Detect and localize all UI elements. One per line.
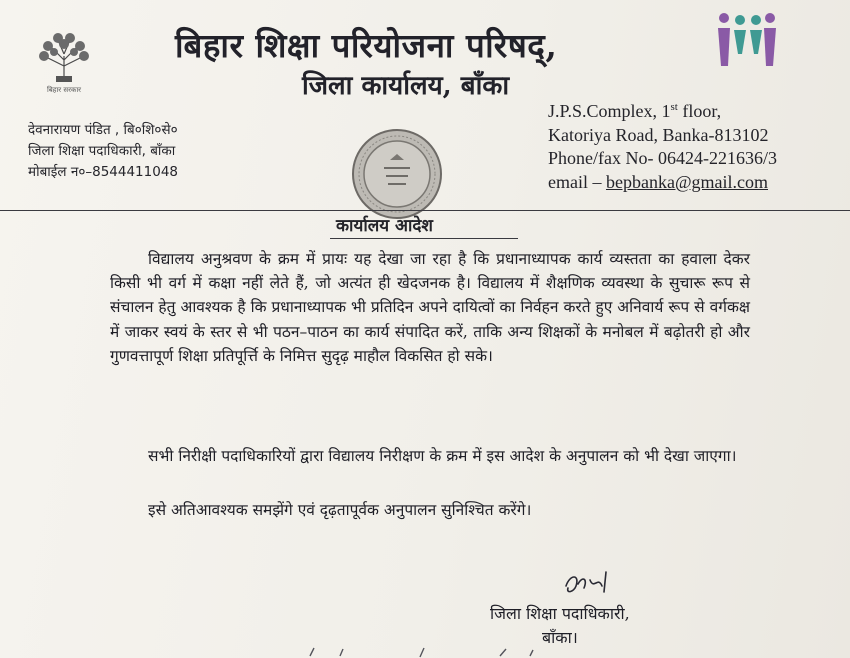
email-line: email – bepbanka@gmail.com	[548, 171, 769, 192]
signatory-block	[490, 602, 630, 650]
bihar-tree-logo-icon	[18, 26, 110, 96]
address-line-1: J.P.S.Complex, 1st floor,	[548, 101, 722, 121]
phone-line: Phone/fax No- 06424-221636/3	[548, 148, 777, 168]
order-heading: कार्यालय आदेश	[336, 216, 433, 236]
signatory-place: बाँका।	[542, 628, 578, 647]
people-logo-icon	[712, 10, 780, 72]
header-divider	[0, 210, 850, 211]
org-title: बिहार शिक्षा परियोजना परिषद्,	[175, 26, 558, 65]
order-paragraph-2: सभी निरीक्षी पदाधिकारियों द्वारा विद्यालय निरीक्षण के क्रम में इस आदेश के अनुपालन को भी देखा जाएगा।	[148, 447, 737, 465]
handwritten-signature	[560, 566, 630, 602]
address-line-2: Katoriya Road, Banka-813102	[548, 124, 769, 145]
signatory-designation: जिला शिक्षा पदाधिकारी,	[490, 604, 630, 623]
bottom-ink-marks	[300, 646, 560, 658]
email-link[interactable]: bepbanka@gmail.com	[605, 171, 769, 192]
left-logo-caption: बिहार सरकार	[46, 86, 82, 94]
office-address	[548, 96, 777, 194]
officer-info	[28, 120, 178, 183]
office-title: जिला कार्यालय, बाँका	[302, 71, 510, 101]
order-paragraph-1: विद्यालय अनुश्रवण के क्रम में प्रायः यह देखा जा रहा है कि प्रधानाध्यापक कार्य व्यस्तता का हवाला देकर किसी भी वर्ग में कक्षा नहीं लेते हैं, जो अत्यंत ही खेदजनक है। विद्यालय में शैक्षणिक व्यवस्था के सुचारू रूप से संचालन हेतु आवश्यक है कि प्रधानाध्यापक भी प्रतिदिन अपने दायित्वों का निर्वहन करते हुए अनिवार्य रूप से वर्गकक्ष में जाकर स्वयं के स्तर से भी पठन–पाठन का कार्य संपादित करें, ताकि अन्य शिक्षकों के मनोबल में बढ़ोतरी हो और गुणवत्तापूर्ण शिक्षा प्रतिपूर्त्ति के निमित्त सुदृढ़ माहौल विकसित हो सके।	[110, 250, 750, 365]
order-paragraph-3: इसे अतिआवश्यक समझेंगे एवं दृढ़तापूर्वक अनुपालन सुनिश्चित करेंगे।	[148, 501, 532, 519]
officer-designation: जिला शिक्षा पदाधिकारी, बाँका	[28, 143, 176, 159]
officer-mobile: मोबाईल न०–8544411048	[28, 164, 179, 180]
heading-underline	[330, 238, 518, 239]
officer-name: देवनारायण पंडित , बि०शि०से०	[28, 122, 178, 138]
office-seal-icon	[350, 128, 444, 220]
